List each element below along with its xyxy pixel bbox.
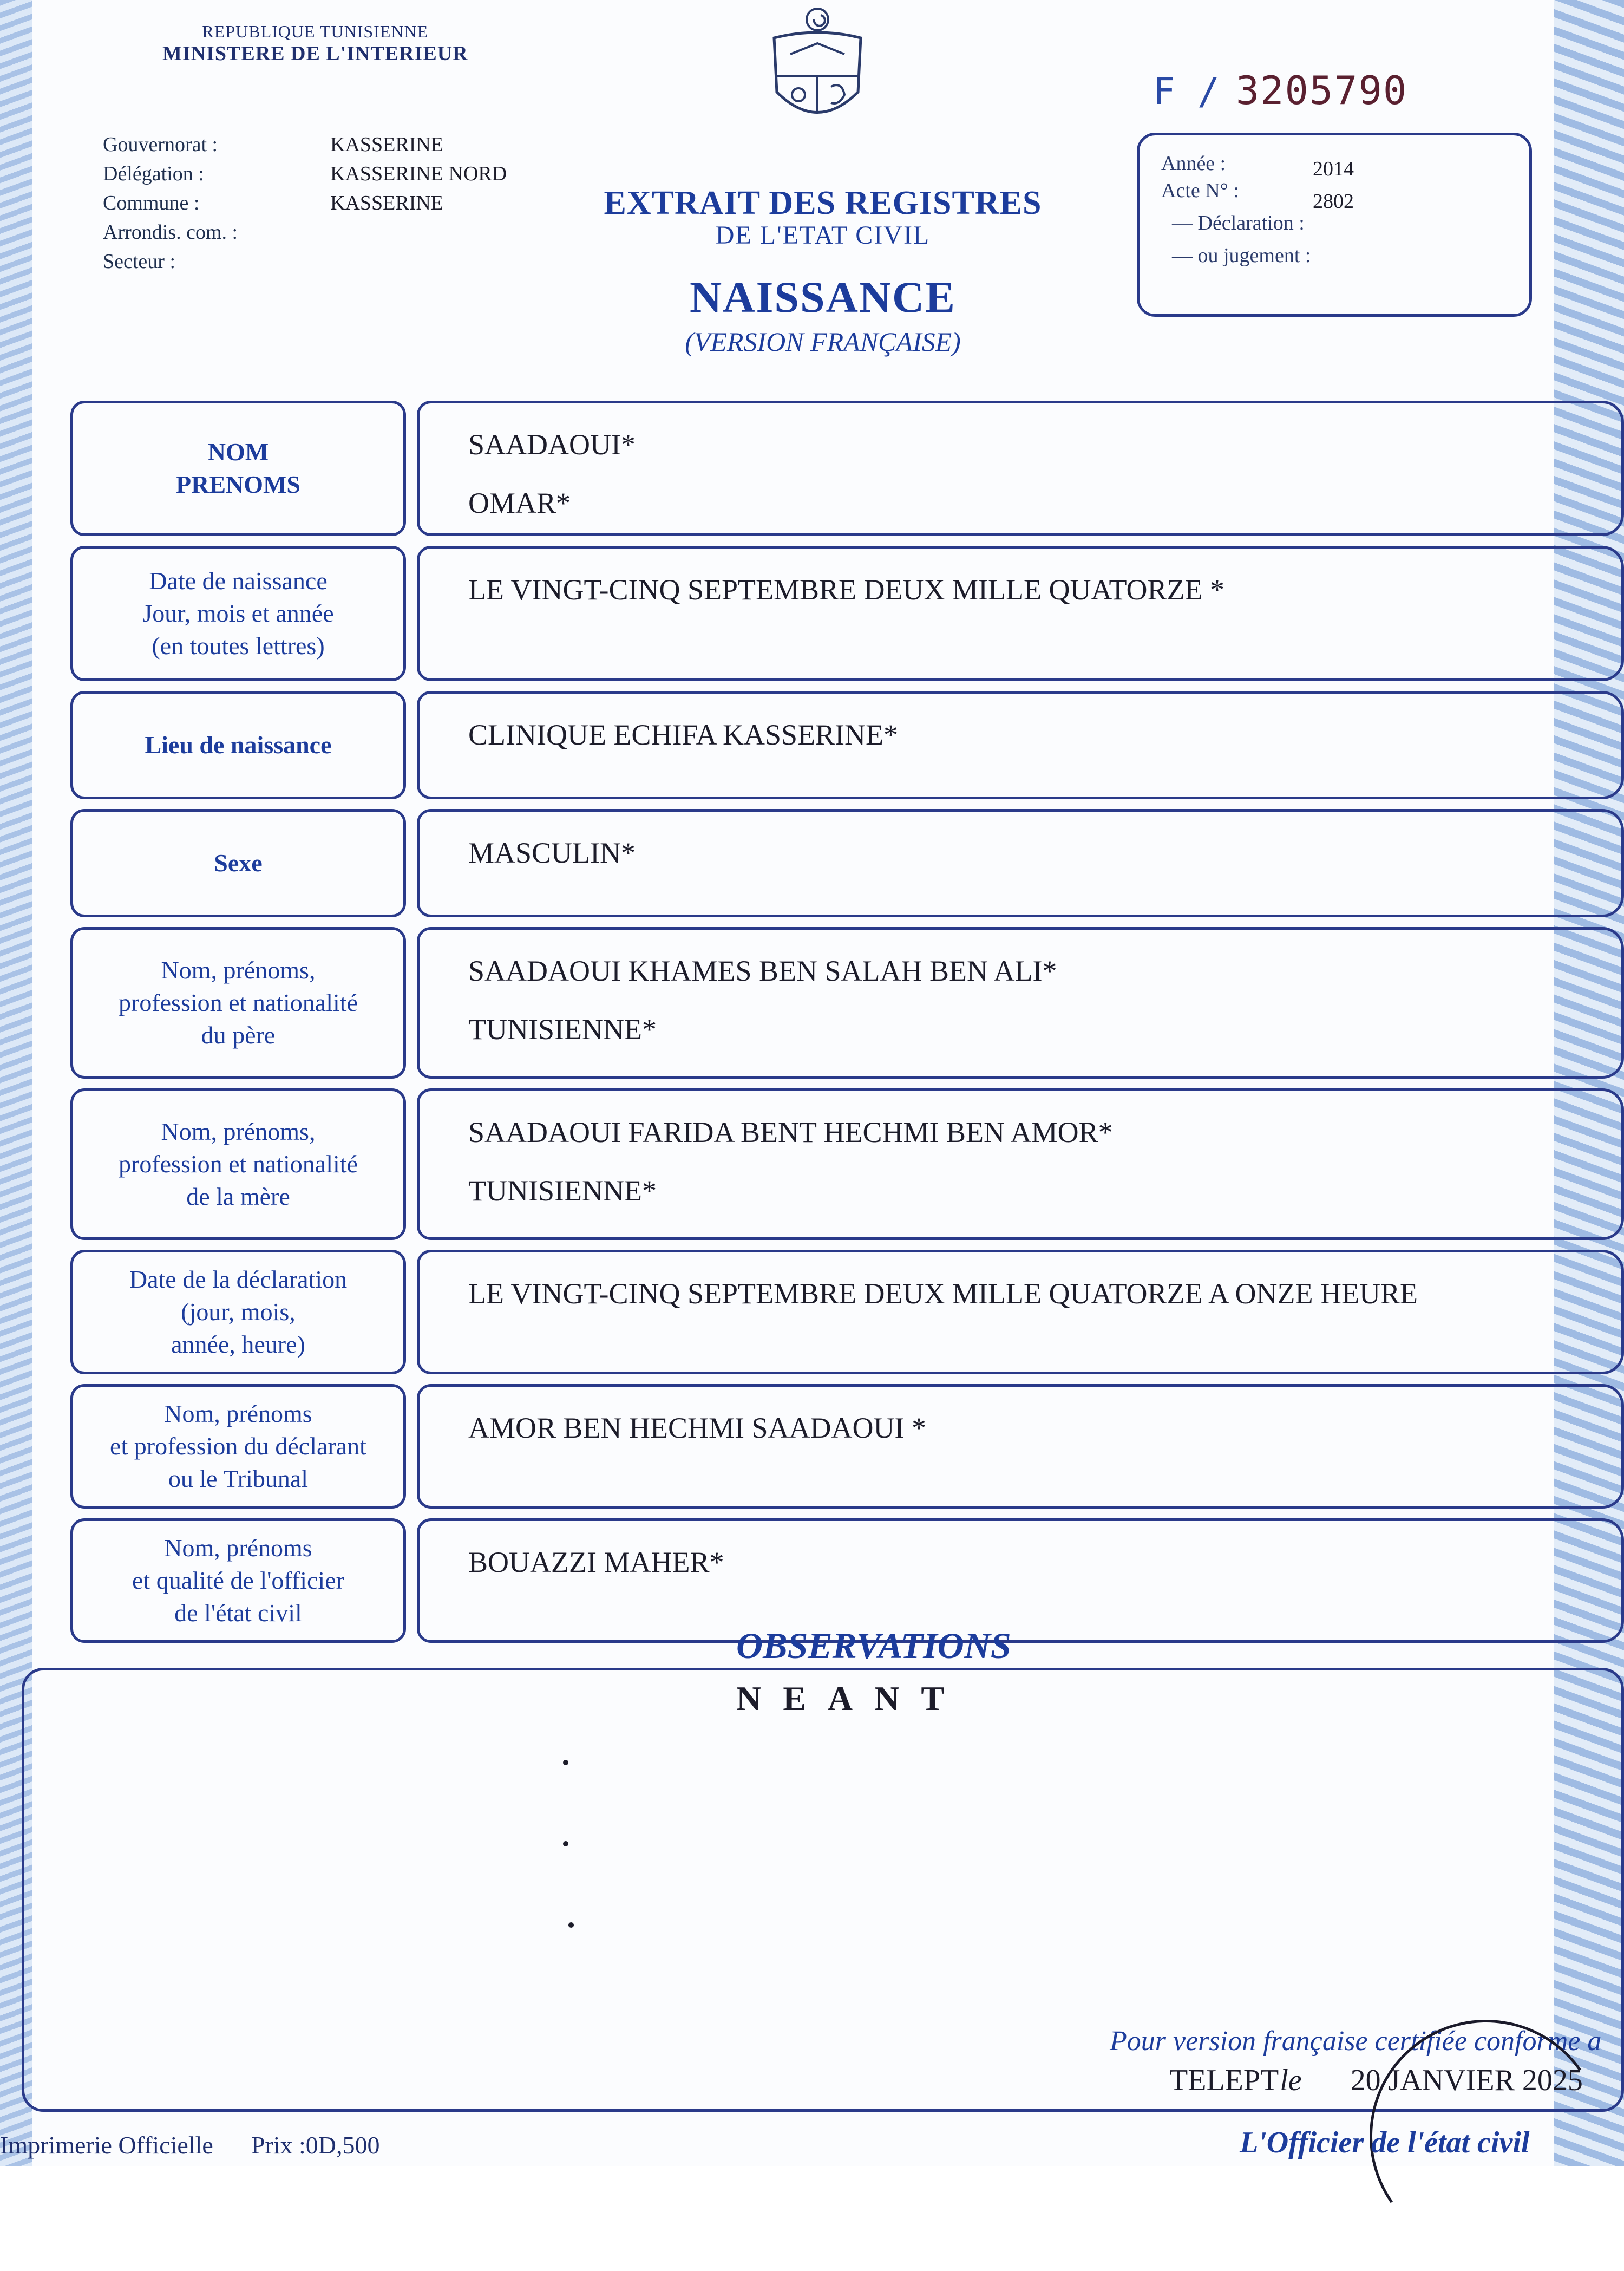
field-label-line: ou le Tribunal <box>168 1465 309 1492</box>
field-label <box>70 1518 406 1643</box>
field-value-line: SAADAOUI KHAMES BEN SALAH BEN ALI* <box>468 955 1057 987</box>
field-value <box>417 809 1624 917</box>
field-label <box>70 546 406 681</box>
gouvernorat-value: KASSERINE <box>330 133 444 156</box>
field-row <box>70 927 1624 1079</box>
value-spacer <box>468 990 1573 1010</box>
ministry-label: MINISTERE DE L'INTERIEUR <box>162 42 468 65</box>
field-value-line: OMAR* <box>468 487 571 519</box>
field-label <box>70 401 406 536</box>
field-label-line: Lieu de naissance <box>145 731 332 759</box>
certification-le-label: le <box>1280 2064 1302 2097</box>
field-row <box>70 1384 1624 1509</box>
field-value-line: BOUAZZI MAHER* <box>468 1546 724 1578</box>
field-label <box>70 927 406 1079</box>
field-value-line: TUNISIENNE* <box>468 1013 657 1046</box>
field-label-line: profession et nationalité <box>119 989 358 1016</box>
field-row <box>70 401 1624 536</box>
field-value-line: AMOR BEN HECHMI SAADAOUI * <box>468 1412 927 1444</box>
field-value <box>417 401 1624 536</box>
footer <box>0 2131 380 2159</box>
field-label-line: de la mère <box>186 1183 290 1210</box>
republic-label: REPUBLIQUE TUNISIENNE <box>202 22 429 41</box>
field-row <box>70 691 1624 799</box>
title-version: (VERSION FRANÇAISE) <box>685 327 961 357</box>
printer-label: Imprimerie Officielle <box>0 2131 213 2159</box>
field-value-line: MASCULIN* <box>468 837 636 869</box>
field-value <box>417 927 1624 1079</box>
field-label-line: Nom, prénoms, <box>161 956 316 984</box>
field-label-line: et qualité de l'officier <box>132 1567 344 1594</box>
certification-place: TELEPT <box>1169 2064 1279 2097</box>
field-value-line: TUNISIENNE* <box>468 1174 657 1207</box>
field-label <box>70 1384 406 1509</box>
document-title <box>563 184 1083 357</box>
field-value <box>417 1518 1624 1643</box>
field-label <box>70 1088 406 1240</box>
field-label-line: (en toutes lettres) <box>152 632 325 660</box>
issuing-authority <box>162 22 468 66</box>
serial-value: 3205790 <box>1235 68 1408 113</box>
field-label-line: Date de la déclaration <box>129 1265 348 1293</box>
price-label: Prix :0D,500 <box>251 2131 380 2159</box>
value-spacer <box>468 1152 1573 1171</box>
title-line-1: EXTRAIT DES REGISTRES <box>604 185 1042 221</box>
field-label-line: et profession du déclarant <box>110 1432 366 1460</box>
act-number-value: 2802 <box>1313 190 1354 213</box>
certification-date: 20 JANVIER 2025 <box>1350 2064 1583 2097</box>
year-value: 2014 <box>1313 158 1354 180</box>
field-value-line: SAADAOUI* <box>468 428 636 461</box>
dot-mark <box>563 1841 568 1846</box>
dot-mark <box>568 1922 574 1928</box>
jugement-label: — ou jugement : <box>1172 244 1311 267</box>
field-row <box>70 546 1624 681</box>
observations-value: NEANT <box>736 1679 966 1718</box>
field-label-line: Nom, prénoms <box>164 1534 312 1562</box>
field-label <box>70 1250 406 1374</box>
field-label-line: de l'état civil <box>174 1599 302 1627</box>
field-label-line: profession et nationalité <box>119 1150 358 1178</box>
field-label <box>70 809 406 917</box>
field-label-line: NOM <box>207 438 269 466</box>
field-value <box>417 1088 1624 1240</box>
secteur-label: Secteur : <box>103 250 176 273</box>
declaration-label: — Déclaration : <box>1172 212 1305 234</box>
field-value-line: CLINIQUE ECHIFA KASSERINE* <box>468 719 898 751</box>
field-value <box>417 546 1624 681</box>
field-label <box>70 691 406 799</box>
delegation-value: KASSERINE NORD <box>330 162 507 185</box>
field-label-line: du père <box>201 1021 276 1049</box>
field-label-line: Nom, prénoms <box>164 1400 312 1427</box>
field-value-line: LE VINGT-CINQ SEPTEMBRE DEUX MILLE QUATORZE * <box>468 573 1224 606</box>
field-row <box>70 1088 1624 1240</box>
serial-number <box>1153 68 1407 113</box>
field-value <box>417 691 1624 799</box>
field-label-line: Sexe <box>214 849 263 877</box>
value-spacer <box>468 464 1573 484</box>
commune-label: Commune : <box>103 192 200 214</box>
field-label-line: PRENOMS <box>176 471 300 498</box>
field-value <box>417 1250 1624 1374</box>
delegation-label: Délégation : <box>103 162 204 185</box>
field-row <box>70 809 1624 917</box>
administrative-info <box>103 130 507 276</box>
field-value <box>417 1384 1624 1509</box>
officer-signature-label: L'Officier de l'état civil <box>1240 2126 1530 2159</box>
birth-record-fields <box>70 401 1624 1653</box>
field-label-line: Nom, prénoms, <box>161 1118 316 1145</box>
tunisia-coat-of-arms-icon <box>758 5 877 135</box>
field-label-line: Date de naissance <box>149 567 328 595</box>
gouvernorat-label: Gouvernorat : <box>103 133 218 156</box>
title-line-2: DE L'ETAT CIVIL <box>715 221 931 250</box>
year-label: Année : <box>1161 152 1226 175</box>
observations-title: OBSERVATIONS <box>736 1625 1011 1666</box>
commune-value: KASSERINE <box>330 192 444 214</box>
dot-mark <box>563 1760 568 1765</box>
act-reference-box <box>1137 133 1532 317</box>
field-row <box>70 1250 1624 1374</box>
certification-text: Pour version française certifiée conforme a <box>1110 2026 1602 2057</box>
field-label-line: année, heure) <box>171 1330 305 1358</box>
act-number-label: Acte N° : <box>1161 179 1239 202</box>
field-label-line: (jour, mois, <box>181 1298 296 1326</box>
field-value-line: SAADAOUI FARIDA BENT HECHMI BEN AMOR* <box>468 1116 1113 1148</box>
serial-prefix: F / <box>1153 70 1220 113</box>
field-label-line: Jour, mois et année <box>142 599 334 627</box>
field-value-line: LE VINGT-CINQ SEPTEMBRE DEUX MILLE QUATORZE A ONZE HEURE <box>468 1277 1418 1310</box>
title-main: NAISSANCE <box>690 272 956 322</box>
arrondissement-label: Arrondis. com. : <box>103 221 238 244</box>
